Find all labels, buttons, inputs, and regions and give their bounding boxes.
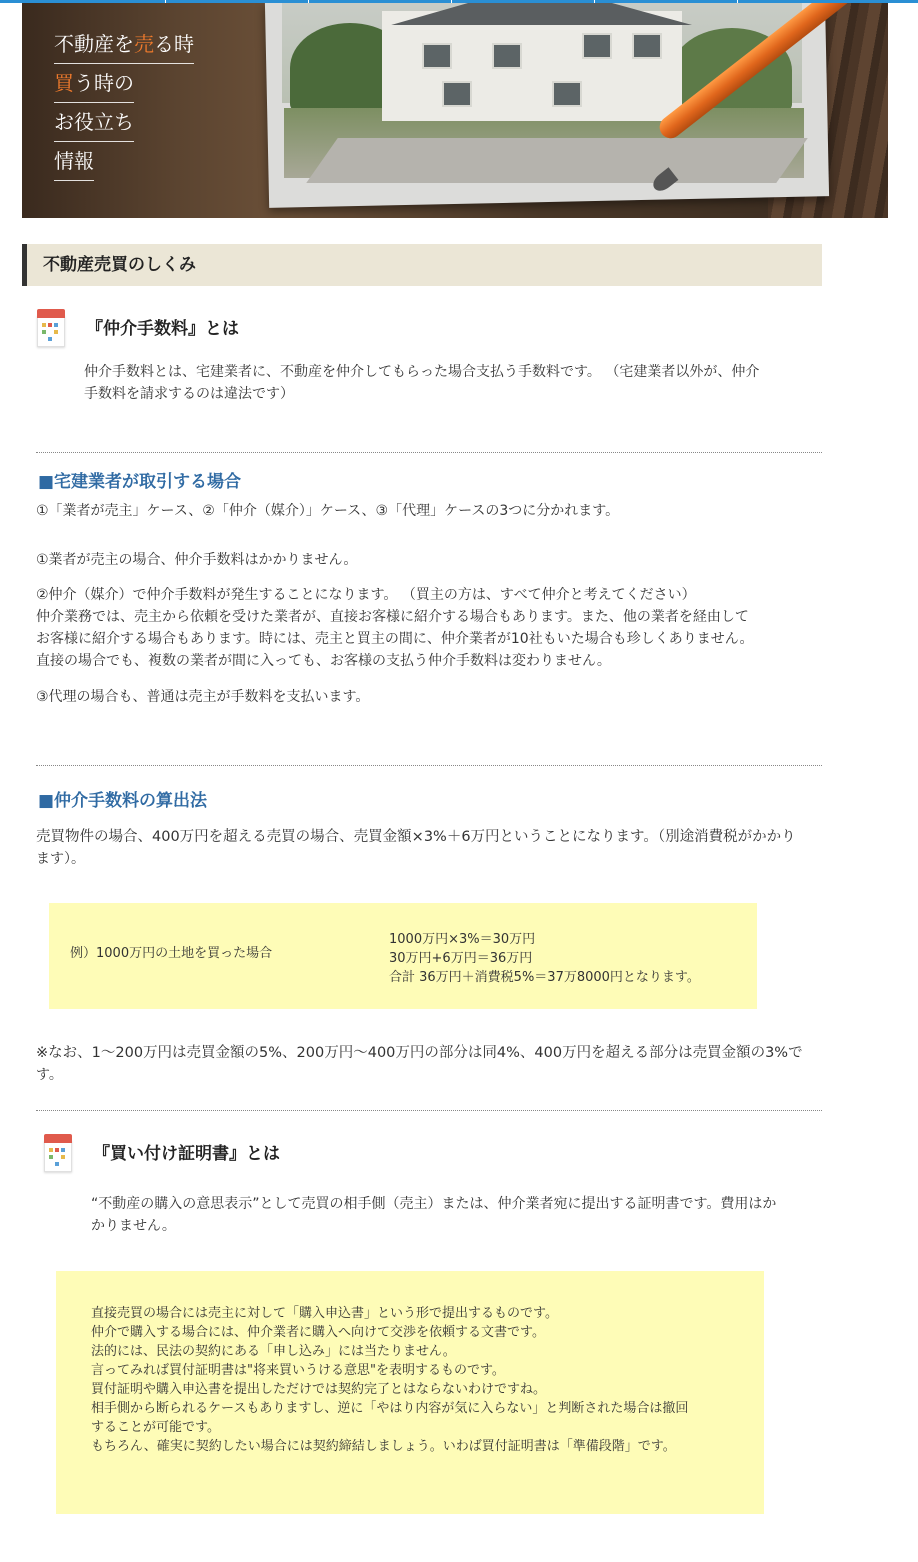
brokerage-fee-desc: 仲介手数料とは、宅建業者に、不動産を仲介してもらった場合支払う手数料です。 （宅建業者以外が、仲介 xyxy=(84,364,760,380)
hero-title-line: お役立ち xyxy=(54,109,134,142)
certificate-box-line: 法的には、民法の契約にある「申し込み」には当たりません。 xyxy=(91,1344,456,1359)
certificate-box-line: 直接売買の場合には売主に対して「購入申込書」という形で提出するものです。 xyxy=(91,1306,558,1321)
calc-note: ※なお、1～200万円は売買金額の5%、200万円～400万円の部分は同4%、400万円を超える部分は売買金額の3%で xyxy=(36,1045,803,1061)
example-box xyxy=(49,903,757,1009)
certificate-box-line: 買付証明や購入申込書を提出しただけでは契約完了とはならないわけですね。 xyxy=(91,1382,547,1397)
section-title: 不動産売買のしくみ xyxy=(22,244,822,286)
certificate-box-line: もちろん、確実に契約したい場合には契約締結しましょう。いわば買付証明書は「準備段階」です。 xyxy=(91,1439,676,1454)
example-line: 1000万円×3%＝30万円 xyxy=(389,932,536,947)
hero-title-line: 買う時の xyxy=(54,70,134,103)
divider xyxy=(36,765,822,766)
certificate-box-line: 仲介で購入する場合には、仲介業者に購入へ向けて交渉を依頼する文書です。 xyxy=(91,1325,545,1340)
calc-desc: ます）。 xyxy=(36,851,85,867)
brokerage-fee-heading: 『仲介手数料』とは xyxy=(86,319,239,339)
dealer-case-2: 仲介業務では、売主から依頼を受けた業者が、直接お客様に紹介する場合もあります。また、他の業者を経由して xyxy=(36,609,749,625)
certificate-box xyxy=(56,1271,764,1514)
divider xyxy=(36,1110,822,1111)
divider xyxy=(36,452,822,453)
dealer-case-1: ①業者が売主の場合、仲介手数料はかかりません。 xyxy=(36,552,358,568)
example-line: 合計 36万円＋消費税5%＝37万8000円となります。 xyxy=(389,970,700,985)
certificate-box-line: 相手側から断られるケースもありますし、逆に「やはり内容が気に入らない」と判断された場合は撤回 xyxy=(91,1401,689,1416)
dealer-case-2: 直接の場合でも、複数の業者が間に入っても、お客様の支払う仲介手数料は変わりません。 xyxy=(36,653,611,669)
dealer-case-3: ③代理の場合も、普通は売主が手数料を支払います。 xyxy=(36,689,370,705)
calc-note: す。 xyxy=(36,1067,63,1083)
example-line: 30万円+6万円＝36万円 xyxy=(389,951,533,966)
dealer-case-2: お客様に紹介する場合もあります。時には、売主と買主の間に、仲介業者が10社もいた場合も珍しくありません。 xyxy=(36,631,754,647)
dealer-case-2: ②仲介（媒介）で仲介手数料が発生することになります。 （買主の方は、すべて仲介と考えてください） xyxy=(36,587,696,603)
certificate-box-line: することが可能です。 xyxy=(91,1420,220,1435)
document-icon xyxy=(44,1134,70,1170)
brokerage-fee-desc: 手数料を請求するのは違法です） xyxy=(84,386,294,402)
hero-title xyxy=(54,31,194,187)
calc-desc: 売買物件の場合、400万円を超える売買の場合、売買金額×3%＋6万円ということになります。（別途消費税がかかり xyxy=(36,829,796,845)
certificate-heading: 『買い付け証明書』とは xyxy=(93,1144,280,1164)
example-label: 例）1000万円の土地を買った場合 xyxy=(70,946,273,961)
calc-heading: ■仲介手数料の算出法 xyxy=(38,791,208,811)
hero-title-line: 情報 xyxy=(54,148,94,181)
certificate-desc: “不動産の購入の意思表示”として売買の相手側（売主）または、仲介業者宛に提出する証明書です。費用はか xyxy=(91,1196,777,1212)
dealer-heading: ■宅建業者が取引する場合 xyxy=(38,472,242,492)
certificate-box-line: 言ってみれば買付証明書は"将来買いうける意思"を表明するものです。 xyxy=(91,1363,505,1378)
document-icon xyxy=(37,309,63,345)
hero-title-line: 不動産を売る時 xyxy=(54,31,194,64)
certificate-desc: かりません。 xyxy=(91,1218,176,1234)
hero-banner xyxy=(22,3,888,218)
dealer-cases: ①「業者が売主」ケース、②「仲介（媒介）」ケース、③「代理」ケースの3つに分かれます。 xyxy=(36,503,620,519)
